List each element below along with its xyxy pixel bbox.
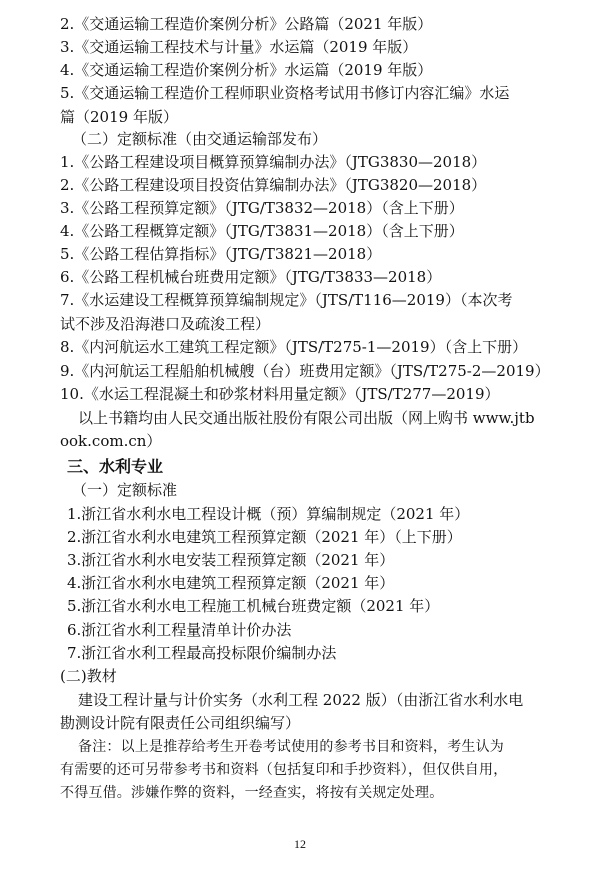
remark-continuation: 有需要的还可另带参考书和资料（包括复印和手抄资料），但仅供自用， <box>60 762 508 778</box>
list-item: 2.《交通运输工程造价案例分析》公路篇（2021 年版） <box>60 15 433 33</box>
textbook-entry: 建设工程计量与计价实务（水利工程 2022 版）（由浙江省水利水电 <box>78 691 524 709</box>
list-item: 10.《水运工程混凝土和砂浆材料用量定额》（JTS/T277—2019） <box>60 385 500 403</box>
list-item: 2.浙江省水利水电建筑工程预算定额（2021 年）（上下册） <box>67 528 462 546</box>
list-item: 1.浙江省水利水电工程设计概（预）算编制规定（2021 年） <box>67 505 470 523</box>
list-item: 5.浙江省水利水电工程施工机械台班费定额（2021 年） <box>67 597 440 615</box>
list-item: 8.《内河航运水工建筑工程定额》（JTS/T275-1—2019）（含上下册） <box>60 338 528 356</box>
list-item: 2.《公路工程建设项目投资估算编制办法》（JTG3820—2018） <box>60 176 487 194</box>
list-item: 6.浙江省水利工程量清单计价办法 <box>67 621 292 639</box>
list-item-continuation: 篇（2019 年版） <box>60 108 178 126</box>
list-item: 5.《公路工程估算指标》（JTG/T3821—2018） <box>60 245 382 263</box>
list-item: 6.《公路工程机械台班费用定额》（JTG/T3833—2018） <box>60 268 442 286</box>
publisher-note-continuation: ook.com.cn） <box>60 432 162 450</box>
subsection-heading: (二)教材 <box>60 667 117 685</box>
list-item: 4.《交通运输工程造价案例分析》水运篇（2019 年版） <box>60 61 433 79</box>
list-item: 3.浙江省水利水电安装工程预算定额（2021 年） <box>67 551 395 569</box>
section-heading: 三、水利专业 <box>67 457 164 476</box>
list-item: 1.《公路工程建设项目概算预算编制办法》（JTG3830—2018） <box>60 153 487 171</box>
page-number: 12 <box>294 837 306 851</box>
list-item: 7.浙江省水利工程最高投标限价编制办法 <box>67 644 337 662</box>
list-item: 9.《内河航运工程船舶机械艘（台）班费用定额》（JTS/T275-2—2019） <box>60 362 550 380</box>
remark-continuation: 不得互借。涉嫌作弊的资料，一经查实，将按有关规定处理。 <box>60 785 444 801</box>
remark: 备注：以上是推荐给考生开卷考试使用的参考书目和资料，考生认为 <box>78 739 504 755</box>
list-item: 4.《公路工程概算定额》（JTG/T3831—2018）（含上下册） <box>60 222 464 240</box>
list-item: 5.《交通运输工程造价工程师职业资格考试用书修订内容汇编》水运 <box>60 84 510 102</box>
textbook-entry-continuation: 勘测设计院有限责任公司组织编写） <box>60 714 301 732</box>
list-item: 3.《交通运输工程技术与计量》水运篇（2019 年版） <box>60 38 418 56</box>
list-item: 3.《公路工程预算定额》（JTG/T3832—2018）（含上下册） <box>60 199 464 217</box>
list-item: 7.《水运建设工程概算预算编制规定》（JTS/T116—2019）（本次考 <box>60 291 513 309</box>
subsection-heading: （一）定额标准 <box>72 481 178 499</box>
list-item-continuation: 试不涉及沿海港口及疏浚工程） <box>60 315 271 333</box>
publisher-note: 以上书籍均由人民交通出版社股份有限公司出版（网上购书 www.jtb <box>78 409 535 427</box>
list-item: 4.浙江省水利水电建筑工程预算定额（2021 年） <box>67 574 395 592</box>
subsection-heading: （二）定额标准（由交通运输部发布） <box>72 130 328 148</box>
